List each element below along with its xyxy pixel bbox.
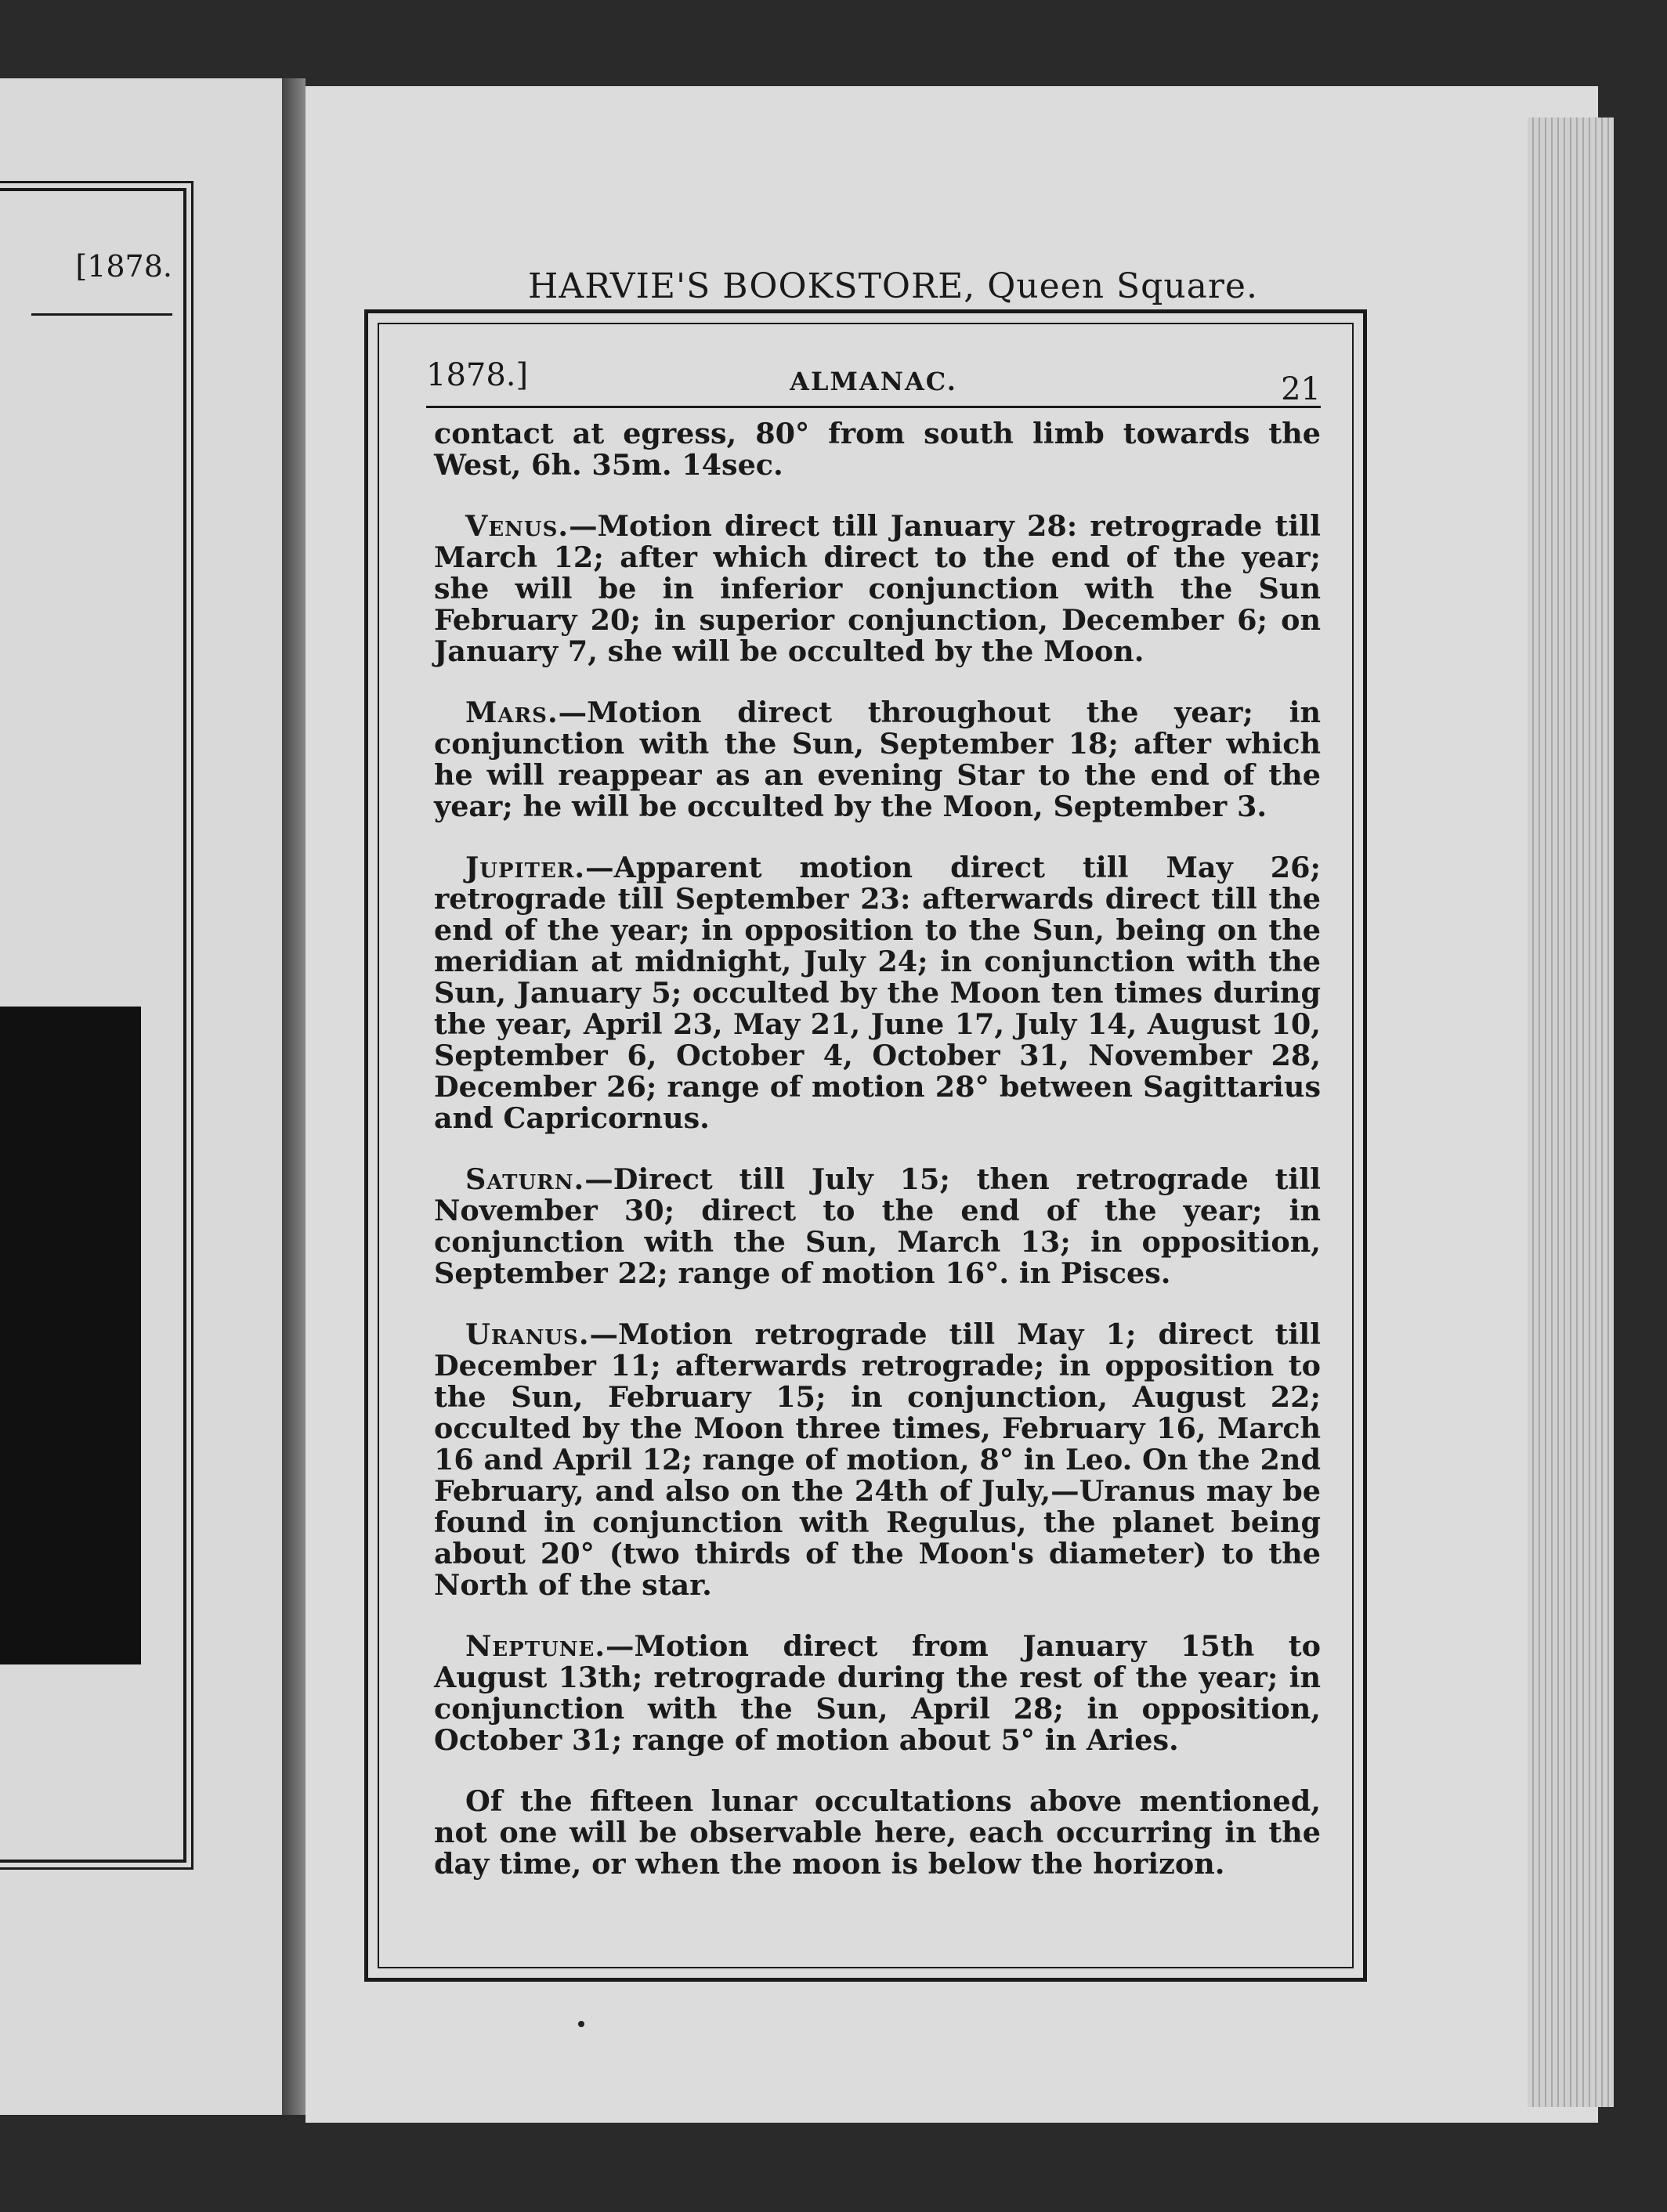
paragraph-text: —Direct till July 15; then retrograde till November 30; direct to the end of the year; in conjunction with the Sun, March 13; in opposition, September 22; range of motion 16°. in Pisces. <box>434 1162 1321 1290</box>
page-number: 21 <box>1281 371 1321 407</box>
left-page-dark-block <box>0 1007 141 1664</box>
paragraph-lead: Uranus. <box>465 1317 590 1351</box>
paragraph-jupiter <box>434 852 1321 1134</box>
page-header <box>426 343 1321 408</box>
page-header-title: ALMANAC. <box>790 367 957 396</box>
page-header-year: 1878.] <box>426 357 529 393</box>
paragraph-text: —Motion direct from January 15th to August 13th; retrograde during the rest of the year; in conjunction with the Sun, April 28; in opposition, October 31; range of motion about 5° in Aries. <box>434 1629 1321 1757</box>
paragraph-neptune <box>434 1631 1321 1756</box>
paragraph-text: Of the fifteen lunar occultations above mentioned, not one will be observable here, each occurring in the day time, or when the moon is below the horizon. <box>434 1784 1321 1881</box>
running-head: HARVIE'S BOOKSTORE, Queen Square. <box>528 266 1258 306</box>
paragraph-venus <box>434 511 1321 667</box>
paragraph-lead: Jupiter. <box>465 851 586 884</box>
ink-dot <box>578 2021 584 2027</box>
paragraph-lead: Neptune. <box>465 1629 606 1663</box>
paragraph-text: —Motion retrograde till May 1; direct till December 11; afterwards retrograde; in opposition to the Sun, February 15; in conjunction, August 22; occulted by the Moon three times, February 16, March 16 and April 12; range of motion, 8° in Leo. On the 2nd February, and also on the 24th of July,—Uranus may be found in conjunction with Regulus, the planet being about 20° (two thirds of the Moon's diameter) to the North of the star. <box>434 1317 1321 1602</box>
paragraph-occultations <box>434 1786 1321 1880</box>
body-text <box>434 418 1321 1910</box>
paragraph-lead: Mars. <box>465 696 559 729</box>
paragraph-text: —Motion direct till January 28: retrograde till March 12; after which direct to the end of the year; she will be in inferior conjunction with the Sun February 20; in superior conjunction, December 6; on January 7, she will be occulted by the Moon. <box>434 509 1321 668</box>
paragraph-lead: Venus. <box>465 509 570 543</box>
paragraph-text: —Motion direct throughout the year; in conjunction with the Sun, September 18; after which he will reappear as an evening Star to the end of the year; he will be occulted by the Moon, September 3. <box>434 696 1321 823</box>
page-frame-inner <box>378 323 1354 1968</box>
left-page-header: [1878. <box>31 219 172 316</box>
paragraph-text: —Apparent motion direct till May 26; retrograde till September 23: afterwards direct till the end of the year; in opposition to the Sun, being on the meridian at midnight, July 24; in conjunction with the Sun, January 5; occulted by the Moon ten times during the year, April 23, May 21, June 17, July 14, August 10, September 6, October 4, October 31, November 28, December 26; range of motion 28° between Sagittarius and Capricornus. <box>434 851 1321 1135</box>
paragraph-text: contact at egress, 80° from south limb towards the West, 6h. 35m. 14sec. <box>434 417 1321 482</box>
page-edges <box>1528 117 1614 2107</box>
paragraph-saturn <box>434 1164 1321 1289</box>
paragraph-transit-continued <box>434 418 1321 481</box>
paragraph-mars <box>434 697 1321 822</box>
page-frame <box>364 309 1367 1982</box>
book-gutter <box>282 78 306 2115</box>
paragraph-lead: Saturn. <box>465 1162 585 1196</box>
paragraph-uranus <box>434 1319 1321 1601</box>
